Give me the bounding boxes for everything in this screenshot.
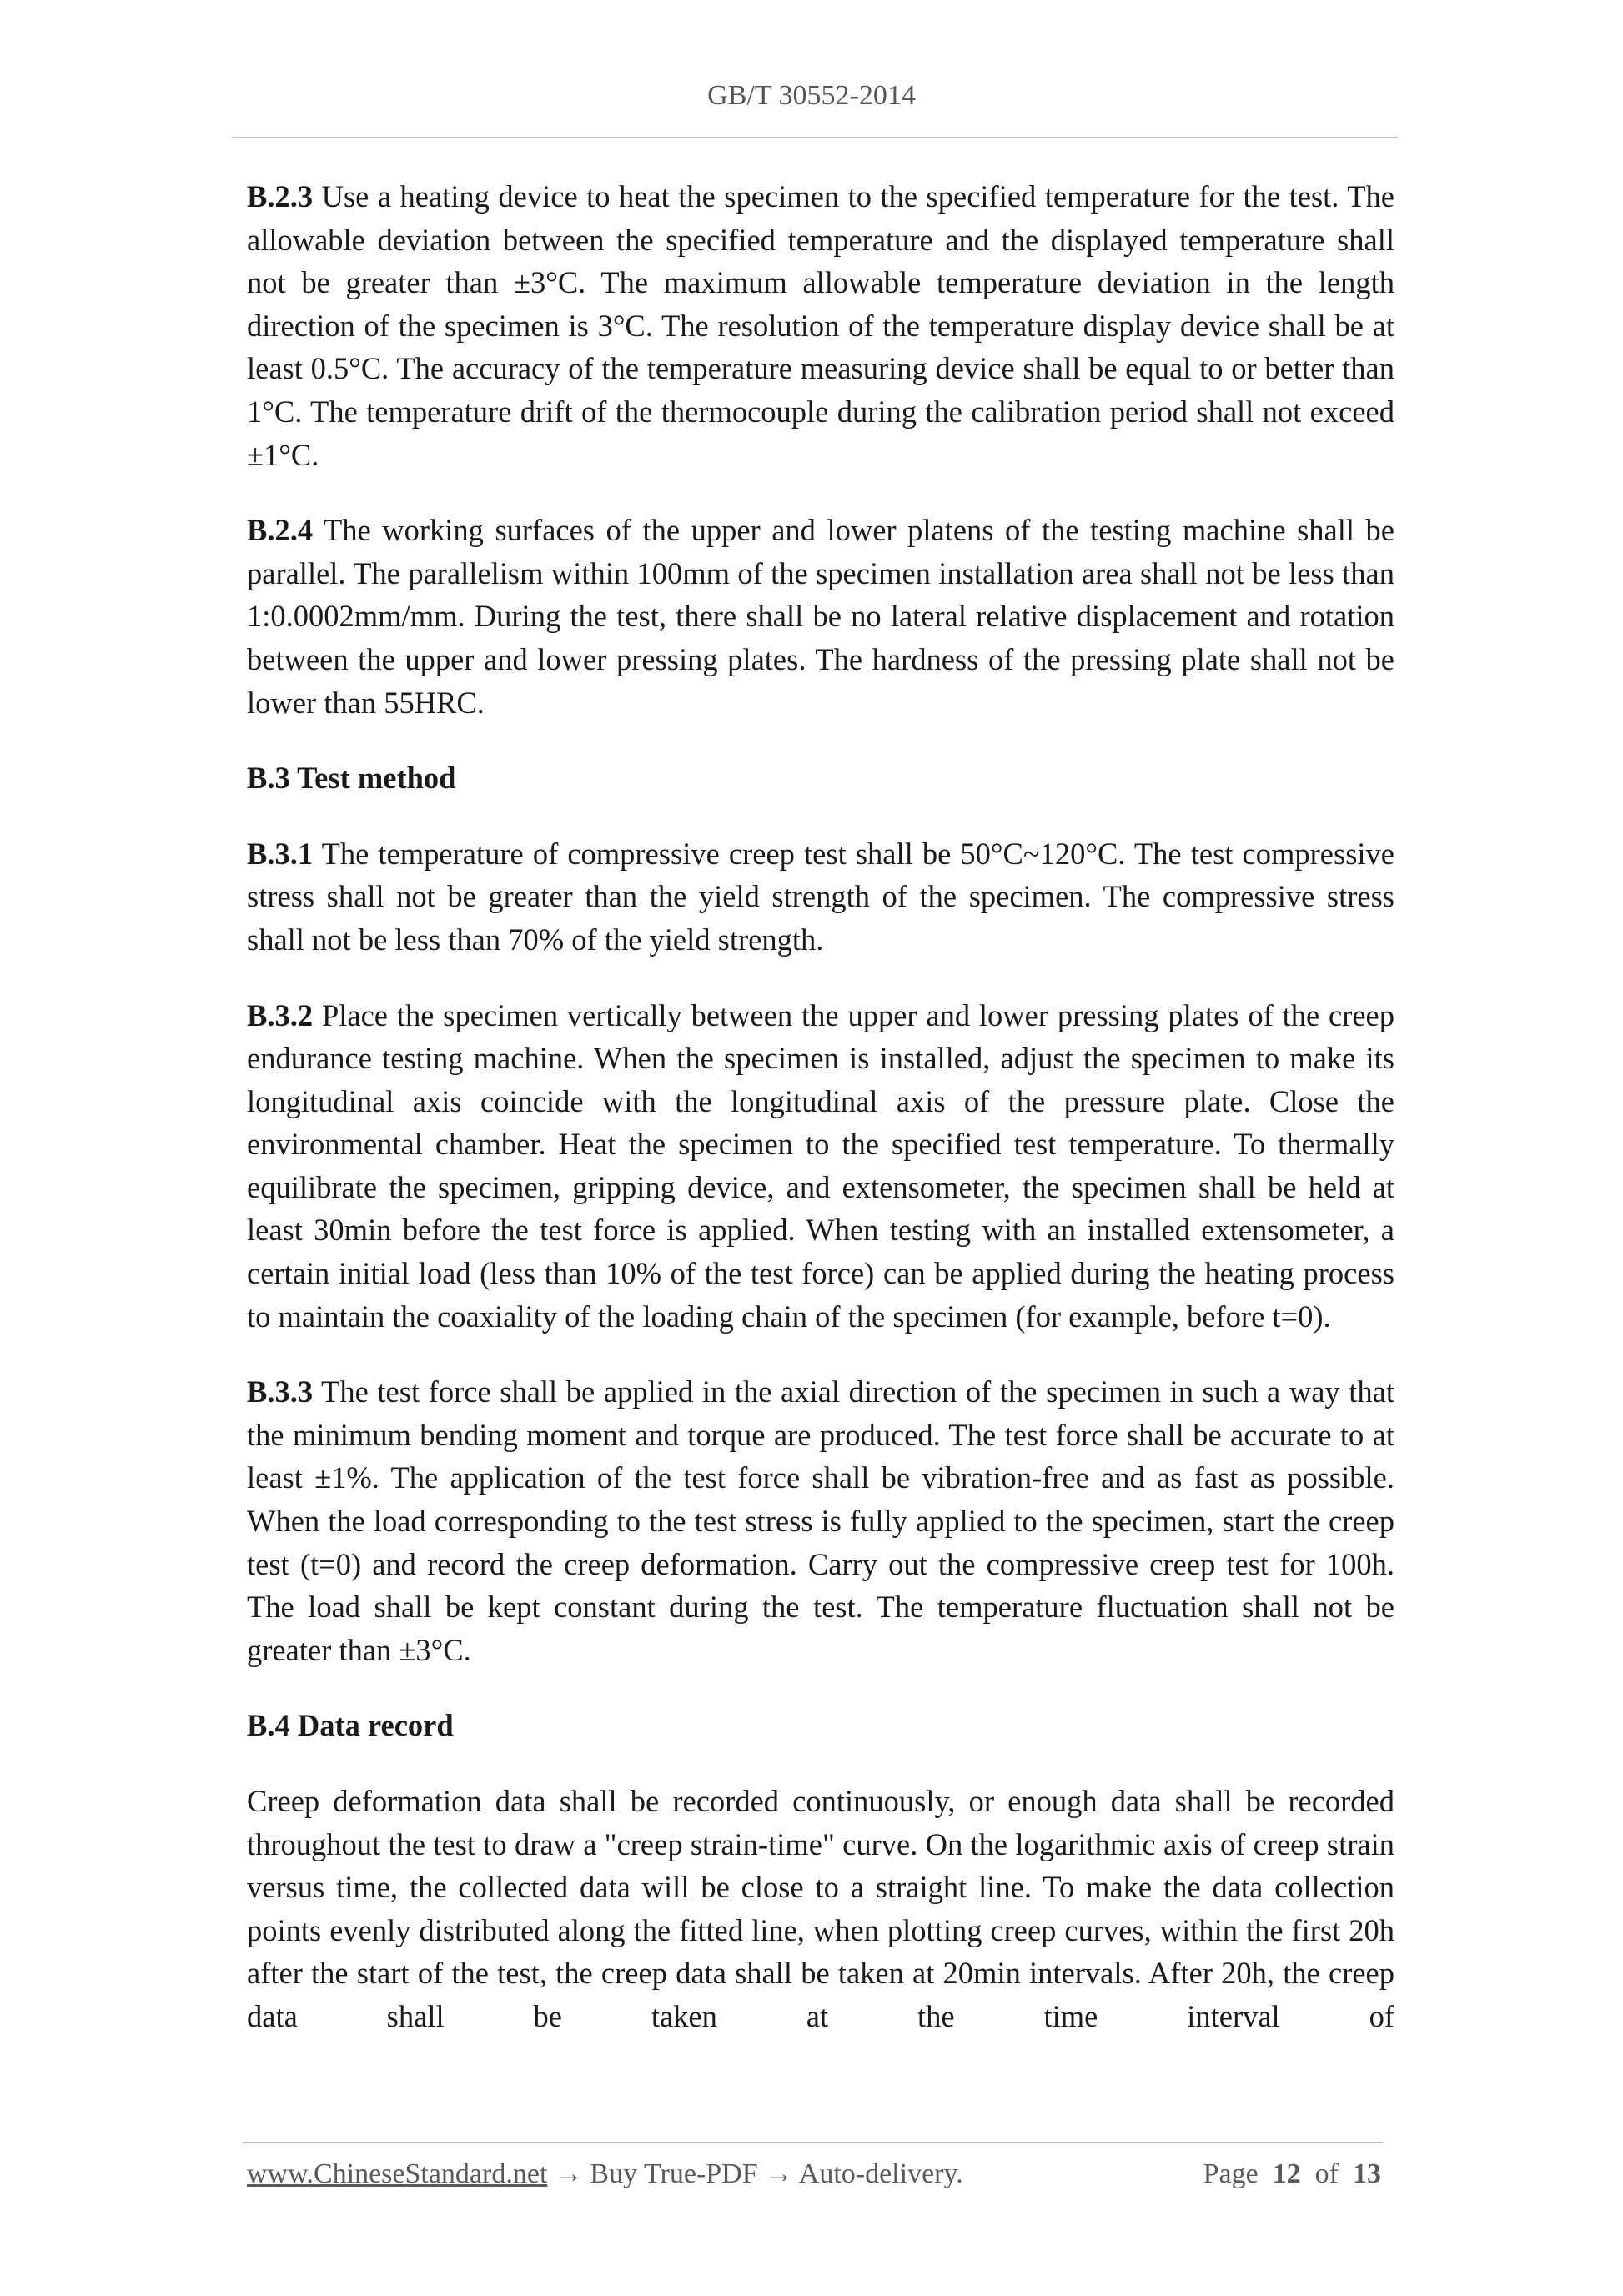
clause-b-2-3 <box>247 175 1394 476</box>
data-record-paragraph: Creep deformation data shall be recorded continuously, or enough data shall be recorded throughout the test to draw a "creep strain-time" curve. On the logarithmic axis of creep strain versus time, the collected data will be close to a straight line. To make the data collection points evenly distributed along the fitted line, when plotting creep curves, within the first 20h after the start of the test, the creep data shall be taken at 20min intervals. After 20h, the creep data shall be taken at the time interval of <box>247 1784 1394 2033</box>
auto-delivery-text: Auto-delivery. <box>798 2158 963 2189</box>
page-indicator <box>1203 2158 1381 2190</box>
arrow-right-icon: → <box>547 2158 590 2189</box>
header-divider <box>232 137 1398 138</box>
clause-text: The temperature of compressive creep test shall be 50°C~120°C. The test compressive stress shall not be greater than the yield strength of the specimen. The compressive stress shall not be less than 70% of the yield strength. <box>247 836 1394 957</box>
footer-promo <box>247 2158 963 2190</box>
clause-number: B.2.3 <box>247 179 314 214</box>
clause-b-3-1 <box>247 832 1394 962</box>
page-current: 12 <box>1272 2158 1301 2189</box>
document-header-title: GB/T 30552-2014 <box>707 80 916 111</box>
document-body <box>247 175 1394 2038</box>
section-heading-data-record: B.4 Data record <box>247 1708 454 1743</box>
clause-b-3-2 <box>247 994 1394 1339</box>
clause-text: Place the specimen vertically between the upper and lower pressing plates of the creep endurance testing machine. When the specimen is installed, adjust the specimen to make its longitudinal axis coincide with the longitudinal axis of the pressure plate. Close the environmental chamber. Heat the specimen to the specified test temperature. To thermally equilibrate the specimen, gripping device, and extensometer, the specimen shall be held at least 30min before the test force is applied. When testing with an installed extensometer, a certain initial load (less than 10% of the test force) can be applied during the heating process to maintain the coaxiality of the loading chain of the specimen (for example, before t=0). <box>247 997 1394 1334</box>
clause-number: B.3.2 <box>247 997 314 1032</box>
clause-text: Use a heating device to heat the specimen to the specified temperature for the test. The allowable deviation between the specified temperature and the displayed temperature shall not be greater than ±3°C. The maximum allowable temperature deviation in the length direction of the specimen is 3°C. The resolution of the temperature display device shall be at least 0.5°C. The accuracy of the temperature measuring device shall be equal to or better than 1°C. The temperature drift of the thermocouple during the calibration period shall not exceed ±1°C. <box>247 179 1394 472</box>
of-label: of <box>1314 2158 1339 2189</box>
website-link[interactable]: www.ChineseStandard.net <box>247 2158 548 2189</box>
arrow-right-icon: → <box>757 2158 799 2189</box>
section-heading-test-method: B.3 Test method <box>247 761 456 796</box>
clause-b-3-3 <box>247 1370 1394 1671</box>
clause-text: The test force shall be applied in the axial direction of the specimen in such a way that the minimum bending moment and torque are produced. The test force shall be accurate to at least ±1%. The application of the test force shall be vibration-free and as fast as possible. When the load corresponding to the test stress is fully applied to the specimen, start the creep test (t=0) and record the creep deformation. Carry out the compressive creep test for 100h. The load shall be kept constant during the test. The temperature fluctuation shall not be greater than ±3°C. <box>247 1374 1394 1667</box>
clause-text: The working surfaces of the upper and lower platens of the testing machine shall be parallel. The parallelism within 100mm of the specimen installation area shall not be less than 1:0.0002mm/mm. During the test, there shall be no lateral relative displacement and rotation between the upper and lower pressing plates. The hardness of the pressing plate shall not be lower than 55HRC. <box>247 513 1394 720</box>
page-total: 13 <box>1353 2158 1381 2189</box>
clause-b-2-4 <box>247 509 1394 724</box>
clause-number: B.2.4 <box>247 513 314 548</box>
clause-number: B.3.1 <box>247 836 314 871</box>
page-label: Page <box>1203 2158 1259 2189</box>
footer-divider <box>242 2142 1383 2143</box>
clause-number: B.3.3 <box>247 1374 314 1409</box>
page-footer <box>247 2158 1381 2200</box>
buy-true-pdf-text: Buy True-PDF <box>590 2158 758 2189</box>
